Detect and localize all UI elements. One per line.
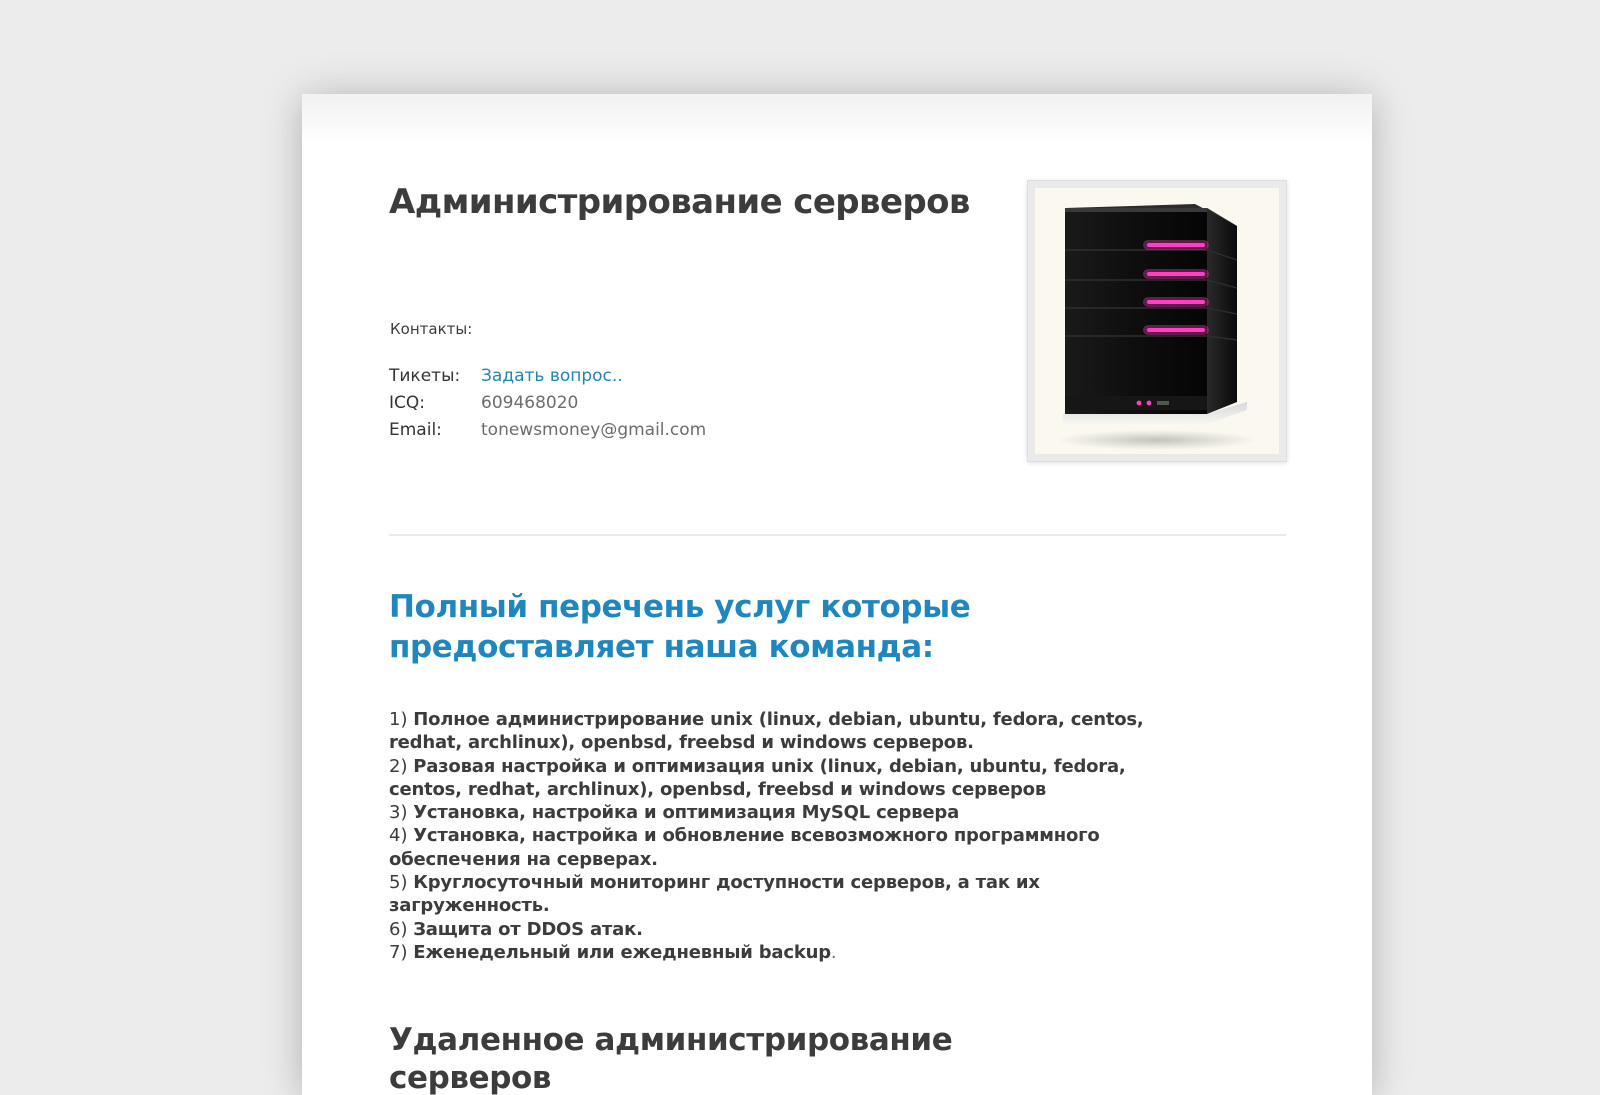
item-text: Еженедельный или ежедневный backup (413, 941, 831, 963)
list-item (389, 941, 1169, 964)
contact-row-icq (389, 393, 578, 413)
item-number: 7) (389, 941, 408, 963)
item-number: 4) (389, 825, 408, 847)
item-text: Защита от DDOS атак. (413, 918, 643, 940)
list-item (389, 708, 1169, 755)
list-item (389, 918, 1169, 941)
item-text: Установка, настройка и оптимизация MySQL сервера (413, 802, 960, 824)
server-photo (1035, 188, 1279, 454)
item-number: 1) (389, 709, 408, 730)
list-item (389, 755, 1169, 802)
item-text: Круглосуточный мониторинг доступности серверов, а так их загруженность. (389, 872, 1040, 917)
item-text: Полное администрирование unix (linux, debian, ubuntu, fedora, centos, redhat, archlinux), openbsd, freebsd и windows серверов. (389, 709, 1144, 754)
contact-row-email (389, 420, 706, 440)
contact-key-tickets: Тикеты: (389, 366, 461, 386)
item-text: Разовая настройка и оптимизация unix (linux, debian, ubuntu, fedora, centos, redhat, archlinux), openbsd, freebsd и windows серверов (389, 755, 1126, 800)
page-sheet (302, 94, 1372, 1095)
services-list (389, 708, 1169, 964)
item-number: 6) (389, 918, 408, 940)
server-tower-icon (1035, 188, 1279, 454)
server-photo-frame (1027, 180, 1287, 462)
list-item (389, 871, 1169, 918)
icq-number: 609468020 (481, 393, 579, 413)
item-tail: . (830, 941, 837, 963)
services-title: Полный перечень услуг которые предоставляет наша команда: (389, 589, 971, 665)
contact-key-icq: ICQ: (389, 393, 425, 413)
remote-admin-title: Удаленное администрирование серверов (389, 1022, 953, 1095)
item-number: 2) (389, 755, 408, 777)
list-item (389, 801, 1169, 824)
ask-question-link[interactable]: Задать вопрос.. (481, 366, 623, 386)
contacts-label: Контакты: (390, 320, 473, 338)
contact-key-email: Email: (389, 420, 442, 440)
item-text: Установка, настройка и обновление всевозможного программного обеспечения на серверах. (389, 825, 1100, 870)
list-item (389, 824, 1169, 871)
item-number: 5) (389, 872, 408, 894)
section-divider (389, 534, 1286, 536)
contact-row-tickets (389, 366, 623, 386)
email-address: tonewsmoney@gmail.com (481, 420, 707, 440)
page-title: Администрирование серверов (389, 182, 970, 222)
item-number: 3) (389, 802, 408, 824)
